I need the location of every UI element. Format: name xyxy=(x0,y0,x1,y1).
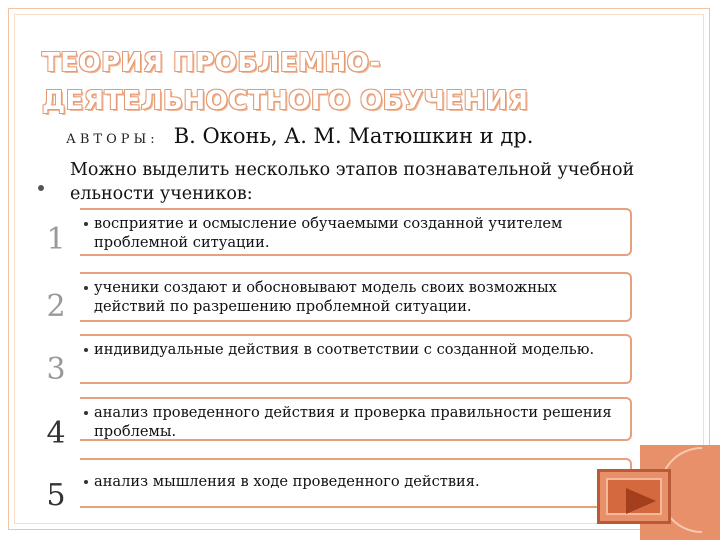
step-number: 2 xyxy=(46,289,66,324)
bullet-icon xyxy=(84,348,88,352)
bullet-icon xyxy=(84,286,88,290)
step-number: 5 xyxy=(46,478,66,513)
authors-line xyxy=(66,124,706,148)
slide-title: ТЕОРИЯ ПРОБЛЕМНО-ДЕЯТЕЛЬНОСТНОГО ОБУЧЕНИЯ xyxy=(42,48,529,116)
step-box xyxy=(80,272,632,322)
step-box xyxy=(80,208,632,256)
step-number: 3 xyxy=(46,352,66,387)
intro-text: Можно выделить несколько этапов познавательной учебной ельности учеников: xyxy=(70,160,635,204)
step-box xyxy=(80,334,632,384)
bullet-icon xyxy=(84,411,88,415)
authors-names: В. Оконь, А. М. Матюшкин и др. xyxy=(173,124,534,148)
step-number: 1 xyxy=(46,222,66,257)
bullet-icon xyxy=(84,222,88,226)
bullet-icon xyxy=(84,480,88,484)
step-box xyxy=(80,458,632,508)
step-text: индивидуальные действия в соответствии с созданной моделью. xyxy=(94,341,595,358)
step-text: анализ мышления в ходе проведенного действия. xyxy=(94,473,480,490)
step-text: анализ проведенного действия и проверка правильности решения проблемы. xyxy=(94,404,612,440)
step-box xyxy=(80,397,632,441)
authors-label: АВТОРЫ: xyxy=(66,132,159,147)
intro-bullet-icon xyxy=(38,185,44,191)
next-slide-button[interactable] xyxy=(597,469,671,524)
step-number: 4 xyxy=(46,416,66,451)
play-arrow-icon xyxy=(626,488,656,514)
step-text: восприятие и осмысление обучаемыми созданной учителем проблемной ситуации. xyxy=(94,215,563,251)
step-text: ученики создают и обосновывают модель своих возможных действий по разрешению проблемной ситуации. xyxy=(94,279,557,315)
